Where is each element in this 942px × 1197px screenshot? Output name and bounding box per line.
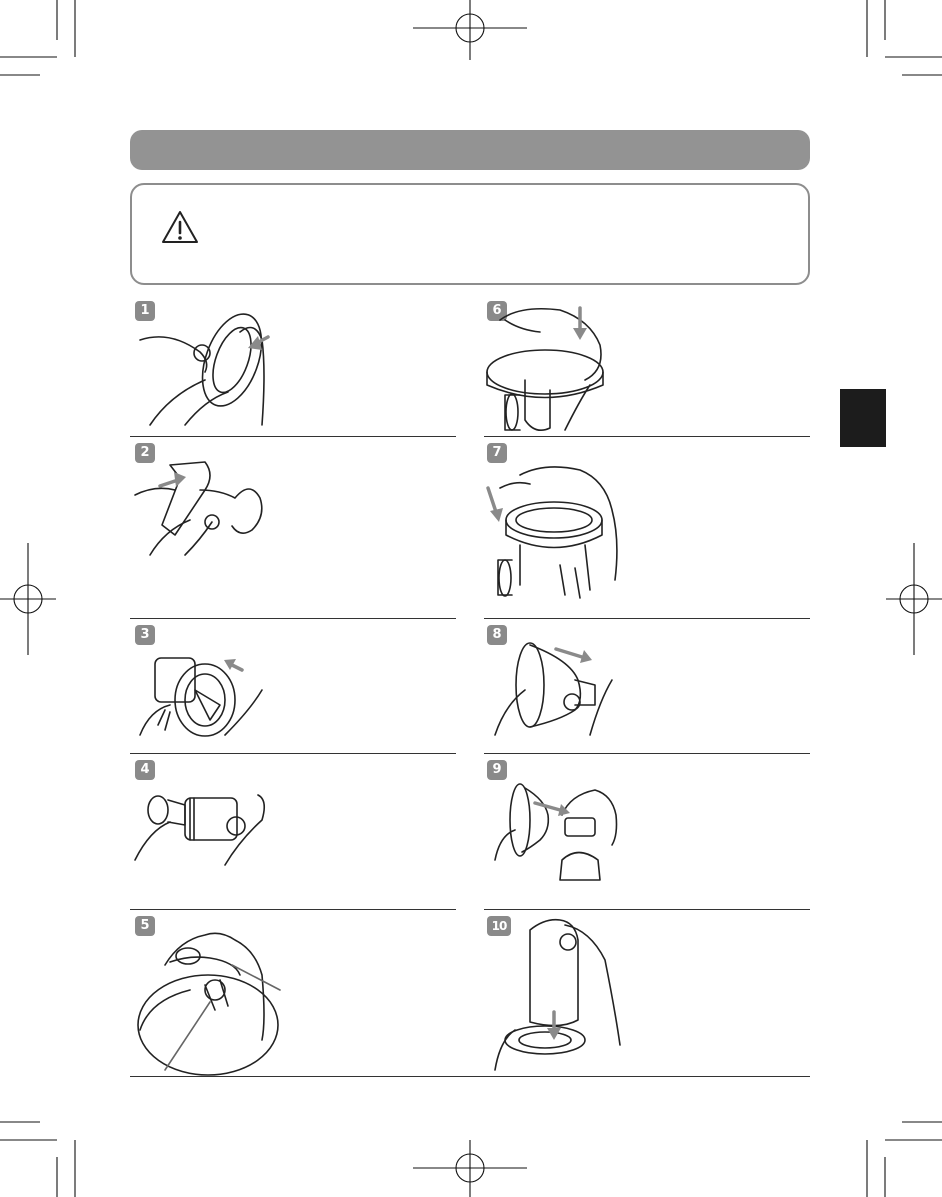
diaphragm-press-icon	[487, 309, 603, 430]
step-number-3: 3	[135, 625, 155, 645]
step-number-5: 5	[135, 916, 155, 936]
step-2-arrow	[160, 472, 186, 487]
step-7-arrow	[488, 488, 503, 522]
step-number-4: 4	[135, 760, 155, 780]
step-number-8: 8	[487, 625, 507, 645]
bottle-attach-icon	[495, 920, 620, 1070]
step-3-arrow	[224, 659, 242, 670]
bottle-unscrew-icon	[135, 795, 264, 865]
pump-parts-detail-icon	[138, 933, 280, 1075]
step-number-1: 1	[135, 301, 155, 321]
step-number-9: 9	[487, 760, 507, 780]
step-number-7: 7	[487, 443, 507, 463]
seal-removal-icon	[135, 462, 262, 555]
valve-removal-icon	[140, 306, 273, 425]
diaphragm-seat-icon	[498, 467, 617, 598]
cushion-attach-icon	[495, 643, 612, 735]
step-number-2: 2	[135, 443, 155, 463]
funnel-insert-icon	[495, 784, 617, 880]
step-number-10: 10	[487, 916, 511, 936]
step-9-arrow	[535, 803, 570, 816]
step-number-6: 6	[487, 301, 507, 321]
